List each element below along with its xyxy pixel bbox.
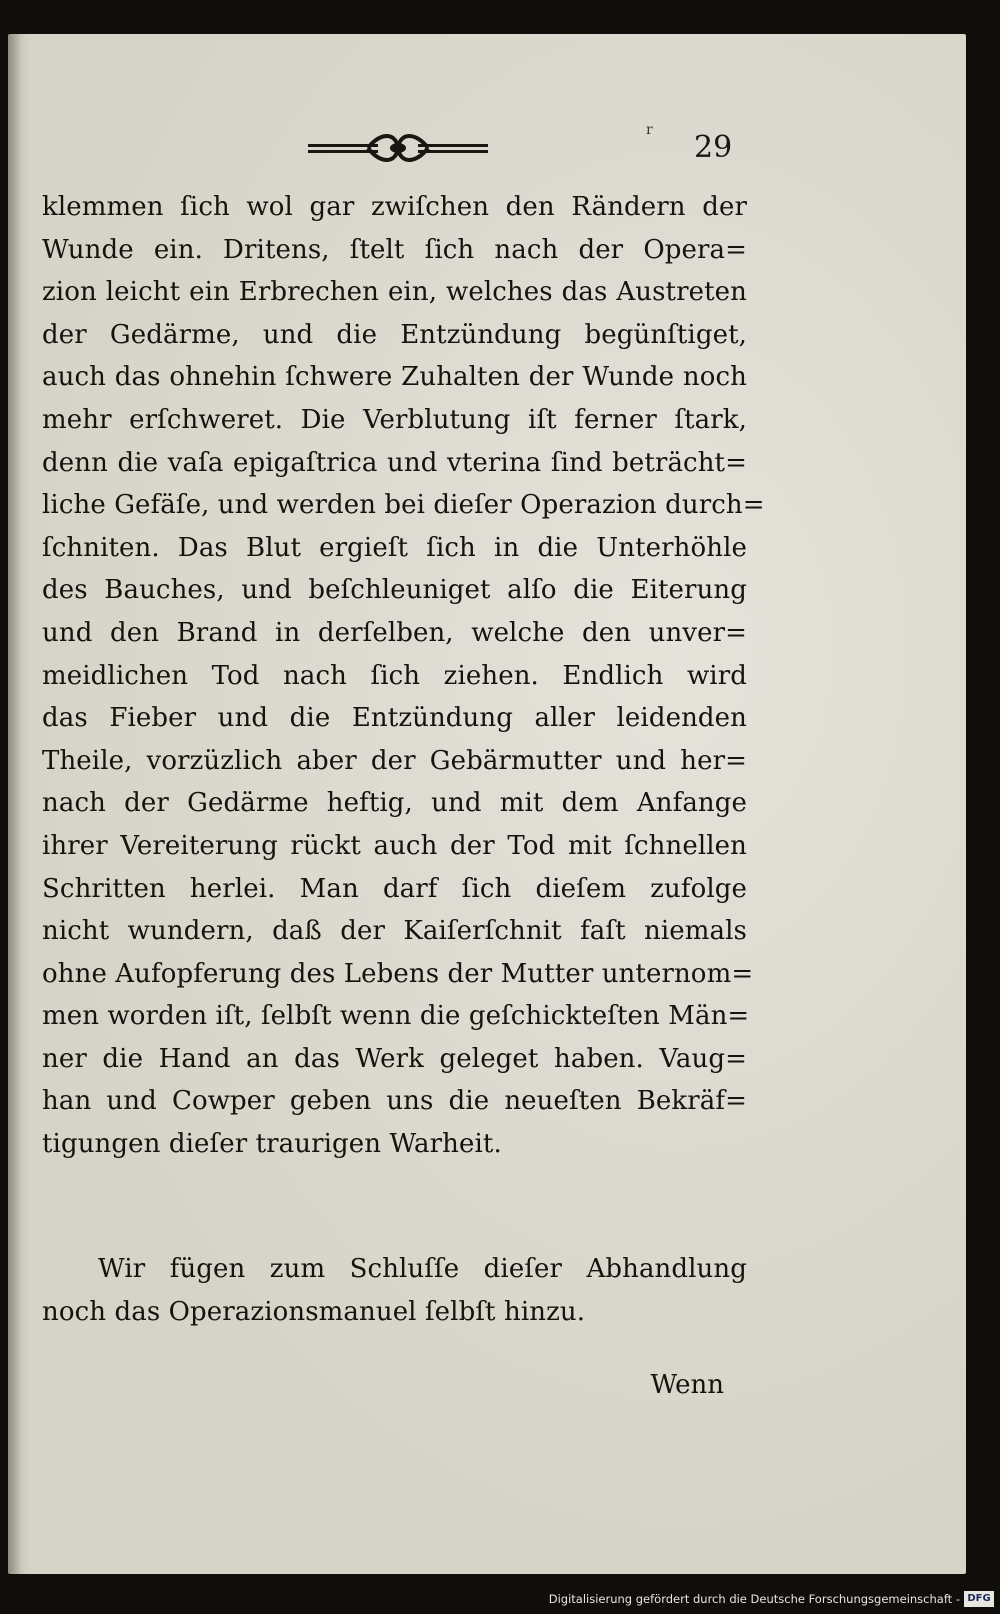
text-line: nicht wundern, daß der Kaiſerſchnit faſt niemals bbox=[42, 916, 747, 947]
book-page bbox=[8, 34, 966, 1574]
text-line: zion leicht ein Erbrechen ein, welches das Austreten bbox=[42, 277, 747, 308]
text-line: klemmen ſich wol gar zwiſchen den Rändern der bbox=[42, 192, 747, 222]
text-line: nach der Gedärme heftig, und mit dem Anfange bbox=[42, 788, 747, 819]
dfg-logo: DFG bbox=[964, 1591, 994, 1607]
text-line: mehr erſchweret. Die Verblutung iſt ferner ſtark, bbox=[42, 404, 747, 435]
ornament-icon bbox=[308, 130, 488, 170]
text-line: Schritten herlei. Man darf ſich dieſem zufolge bbox=[42, 873, 747, 904]
text-line: der Gedärme, und die Entzündung begünſtiget, bbox=[42, 319, 747, 350]
paragraph-2 bbox=[42, 1248, 747, 1333]
text-line: auch das ohnehin ſchwere Zuhalten der Wunde noch bbox=[42, 362, 747, 393]
text-line: des Bauches, und beſchleuniget alſo die Eiterung bbox=[42, 575, 747, 606]
text-line: ſchniten. Das Blut ergieſt ſich in die Unterhöhle bbox=[42, 532, 747, 563]
text-line: denn die vaſa epigaſtrica und vterina ſind beträcht= bbox=[42, 447, 747, 478]
text-line: men worden iſt, ſelbſt wenn die geſchickteſten Män= bbox=[42, 1001, 750, 1032]
paragraph-1 bbox=[42, 186, 765, 1166]
catchword: Wenn bbox=[650, 1370, 724, 1400]
text-line: Wir fügen zum Schluſſe dieſer Abhandlung bbox=[98, 1254, 747, 1284]
page-spine-shadow bbox=[8, 34, 22, 1574]
page-number: 29 bbox=[694, 130, 733, 165]
text-line: ner die Hand an das Werk geleget haben. Vaug= bbox=[42, 1043, 747, 1074]
stray-mark: r bbox=[646, 122, 653, 138]
text-line: das Fieber und die Entzündung aller leidenden bbox=[42, 703, 747, 734]
footer-bar bbox=[0, 1588, 1000, 1614]
text-line: ohne Aufopferung des Lebens der Mutter unternom= bbox=[42, 958, 754, 989]
text-line: tigungen dieſer traurigen Warheit. bbox=[42, 1129, 502, 1160]
text-line: Theile, vorzüzlich aber der Gebärmutter und her= bbox=[42, 745, 747, 776]
text-line: und den Brand in derſelben, welche den unver= bbox=[42, 617, 747, 648]
text-line: han und Cowper geben uns die neueſten Bekräf= bbox=[42, 1086, 747, 1117]
funding-credit: Digitalisierung gefördert durch die Deutsche Forschungsgemeinschaft - bbox=[548, 1592, 960, 1606]
text-line: Wunde ein. Dritens, ſtelt ſich nach der Opera= bbox=[42, 234, 747, 265]
text-line: liche Gefäſe, und werden bei dieſer Operazion durch= bbox=[42, 490, 765, 521]
text-line: noch das Operazionsmanuel ſelbſt hinzu. bbox=[42, 1296, 586, 1327]
text-line: ihrer Vereiterung rückt auch der Tod mit ſchnellen bbox=[42, 830, 747, 861]
text-line: meidlichen Tod nach ſich ziehen. Endlich wird bbox=[42, 660, 747, 691]
